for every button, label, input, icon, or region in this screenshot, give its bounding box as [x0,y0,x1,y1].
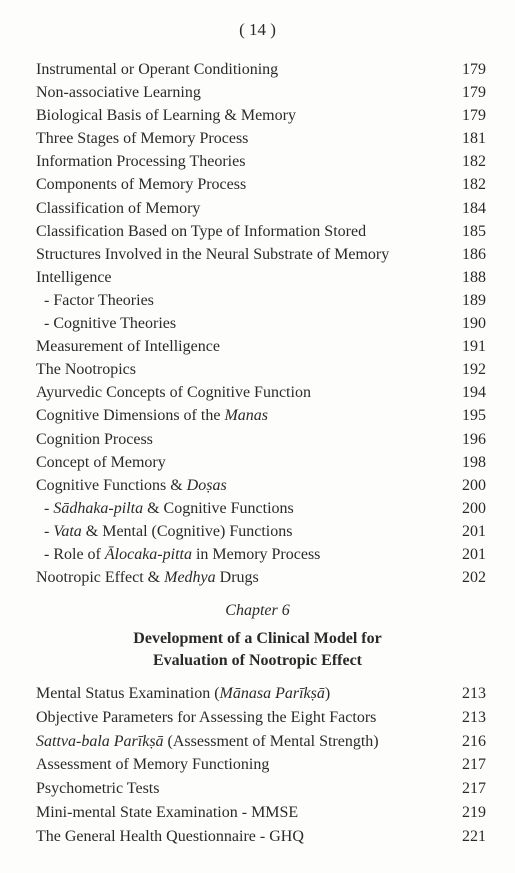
toc-entry-title [36,520,456,543]
toc-entry-title [36,381,456,404]
toc-entry-title-text: Cognitive Functions & [36,476,187,494]
toc-entry-page-number: 188 [462,268,486,286]
toc-entry-title-text: (Assessment of Mental Strength) [163,732,379,750]
toc-entry-page-number: 201 [462,545,486,563]
toc-entry-title [36,220,456,243]
toc-entry-title-text: Components of Memory Process [36,176,247,194]
toc-entry [36,753,486,777]
toc-entry-page-number: 217 [462,756,486,774]
toc-entry [36,381,486,404]
toc-entry-title-italic: Vata [53,522,82,540]
toc-entry-title-text: Instrumental or Operant Conditioning [36,61,279,78]
toc-entry-title [36,404,456,427]
toc-entry [36,220,486,243]
toc-entry-title [36,335,456,358]
toc-entry [36,706,486,730]
toc-entry-title [36,127,456,150]
toc-entry-page-number: 181 [462,130,486,148]
toc-entry-title [36,289,456,312]
toc-entry-title [36,266,456,289]
toc-entry-page-number: 219 [462,803,486,821]
toc-entry-title [36,81,456,104]
toc-entry [36,150,486,173]
toc-entry-page-number: 189 [462,291,486,309]
toc-entry-title-text: Intelligence [36,268,112,286]
toc-entry-title-text: Classification of Memory [36,199,201,217]
toc-entry [36,81,486,104]
toc-entry [36,566,486,589]
toc-entry-title-text: Biological Basis of Learning & Memory [36,107,296,125]
toc-entry-page-number: 182 [462,176,486,194]
toc-entry-page-number: 216 [462,732,486,750]
toc-entry-title [36,474,456,497]
toc-list-chapter-5 [36,58,486,589]
toc-entry-title-text: - Factor Theories [44,291,154,309]
toc-entry-title [36,706,456,730]
toc-entry-title-text: - [44,522,54,540]
toc-entry-title [36,777,456,801]
toc-entry-title-text: Cognitive Dimensions of the [36,407,225,425]
toc-entry-page-number: 194 [462,384,486,402]
toc-entry-title [36,173,456,196]
toc-entry-title-text: Assessment of Memory Functioning [36,756,270,774]
toc-entry-title-italic: Mānasa Parīkṣā [219,685,325,702]
toc-entry-page-number: 195 [462,407,486,425]
toc-entry-page-number: 198 [462,453,486,471]
toc-entry-page-number: 190 [462,315,486,333]
toc-entry [36,801,486,825]
toc-entry-title-text: & Mental (Cognitive) Functions [81,522,293,540]
toc-entry-title-italic: Doṣas [186,476,227,494]
toc-entry [36,289,486,312]
toc-entry [36,127,486,150]
toc-entry [36,428,486,451]
toc-entry-title [36,825,456,849]
toc-entry-title [36,730,456,754]
toc-entry [36,497,486,520]
toc-entry-title-text: - Role of [44,545,105,563]
toc-entry-title-text: The General Health Questionnaire - GHQ [36,827,304,845]
toc-entry-title [36,312,456,335]
toc-entry-title-text: Non-associative Learning [36,84,201,102]
toc-entry-title [36,197,456,220]
toc-entry-page-number: 179 [462,107,486,125]
toc-entry-page-number: 202 [462,569,486,587]
toc-entry [36,404,486,427]
toc-entry [36,266,486,289]
toc-entry-title-text: Mental Status Examination ( [36,685,220,702]
toc-entry-page-number: 200 [462,499,486,517]
toc-entry [36,243,486,266]
toc-entry-title-text: & Cognitive Functions [143,499,294,517]
toc-entry-title [36,150,456,173]
toc-entry-title-text: Classification Based on Type of Information Stored [36,222,367,240]
toc-entry-title-text: - Cognitive Theories [44,315,177,333]
toc-entry [36,335,486,358]
toc-entry-title [36,428,456,451]
toc-entry-page-number: 184 [462,199,486,217]
toc-entry-title [36,543,456,566]
chapter-label: Chapter 6 [225,602,290,619]
toc-entry-title-text: Information Processing Theories [36,153,246,171]
toc-entry [36,58,486,81]
toc-entry-title-italic: Ālocaka-pitta [104,545,192,563]
toc-entry [36,197,486,220]
toc-entry [36,173,486,196]
toc-entry [36,682,486,706]
toc-entry [36,825,486,849]
toc-list-chapter-6 [36,682,486,849]
toc-entry-page-number: 179 [462,61,486,78]
toc-entry [36,543,486,566]
toc-entry-title [36,58,456,81]
toc-entry-title-text: Mini-mental State Examination - MMSE [36,803,299,821]
toc-entry-page-number: 186 [462,245,486,263]
toc-entry-title [36,566,456,589]
toc-entry-title-text: Objective Parameters for Assessing the Eight Factors [36,708,377,726]
toc-entry-title-italic: Medhya [164,569,216,587]
toc-entry-title-text: Nootropic Effect & [36,569,165,587]
toc-entry [36,520,486,543]
toc-entry [36,777,486,801]
toc-entry [36,312,486,335]
chapter-title-line-1: Development of a Clinical Model for [133,630,382,647]
toc-entry-page-number: 213 [462,685,486,702]
toc-entry-title-text: - [44,499,54,517]
toc-entry-page-number: 196 [462,430,486,448]
toc-entry-title [36,451,456,474]
toc-entry [36,730,486,754]
toc-entry-title-text: Drugs [215,569,259,587]
toc-entry-title-text: Psychometric Tests [36,780,160,798]
toc-entry-page-number: 179 [462,84,486,102]
toc-entry-page-number: 185 [462,222,486,240]
toc-entry [36,474,486,497]
toc-entry-title-text: ) [324,685,331,702]
toc-entry-page-number: 182 [462,153,486,171]
toc-entry-title-text: Cognition Process [36,430,153,448]
toc-entry-title [36,682,456,706]
toc-entry-title-text: Structures Involved in the Neural Substrate of Memory [36,245,390,263]
toc-entry-page-number: 217 [462,780,486,798]
toc-entry-title [36,497,456,520]
toc-entry-title-italic: Sādhaka-pilta [53,499,144,517]
toc-entry-title [36,104,456,127]
toc-entry-title-text: Ayurvedic Concepts of Cognitive Function [36,384,311,402]
toc-entry-title [36,753,456,777]
toc-entry-page-number: 200 [462,476,486,494]
toc-entry [36,451,486,474]
toc-entry-title-italic: Manas [224,407,268,425]
chapter-title-line-2: Evaluation of Nootropic Effect [152,652,362,669]
toc-entry-page-number: 191 [462,338,486,356]
toc-entry-title-italic: Sattva-bala Parīkṣā [36,732,164,750]
toc-entry-title-text: in Memory Process [191,545,321,563]
toc-entry-page-number: 192 [462,361,486,379]
toc-entry-title [36,243,456,266]
toc-entry-title [36,358,456,381]
toc-entry-page-number: 201 [462,522,486,540]
toc-entry-title-text: Three Stages of Memory Process [36,130,249,148]
toc-entry-page-number: 221 [462,827,486,845]
toc-entry [36,104,486,127]
page-number: ( 14 ) [239,20,276,39]
chapter-title [0,628,515,672]
toc-entry-page-number: 213 [462,708,486,726]
toc-entry-title-text: The Nootropics [36,361,136,379]
toc-entry-title-text: Measurement of Intelligence [36,338,220,356]
toc-entry-title-text: Concept of Memory [36,453,166,471]
toc-entry [36,358,486,381]
toc-entry-title [36,801,456,825]
